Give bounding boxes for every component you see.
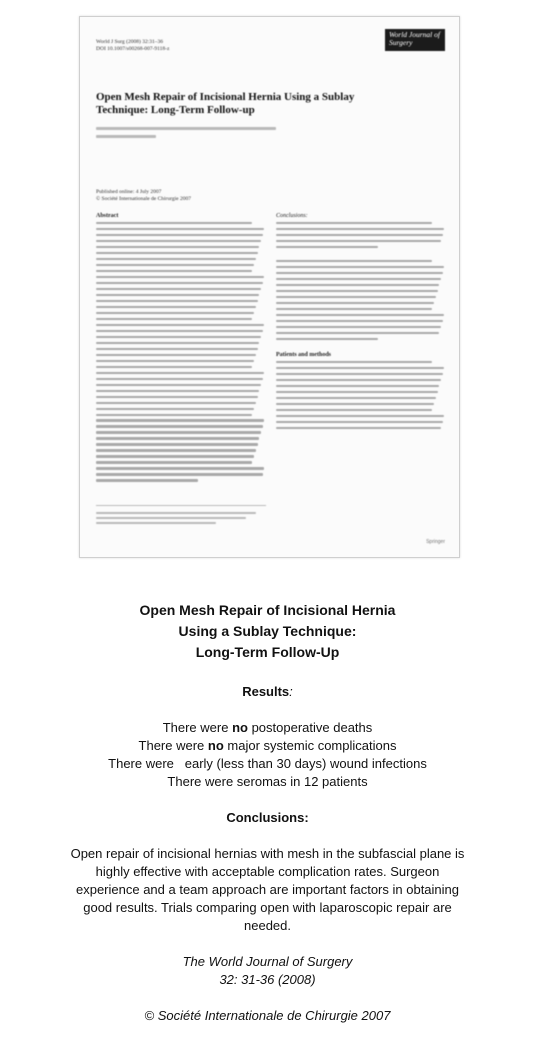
result-emphasis: no <box>207 738 224 753</box>
thumbnail-text-line <box>96 264 254 266</box>
thumbnail-text-line <box>96 443 258 445</box>
thumbnail-text-line <box>96 437 259 439</box>
thumbnail-text-line <box>276 290 438 292</box>
journal-name: The World Journal of Surgery <box>182 954 353 969</box>
thumbnail-text-line <box>276 260 432 262</box>
thumbnail-text-line <box>96 414 252 416</box>
thumbnail-footnote <box>96 505 266 527</box>
thumbnail-text-line <box>276 228 444 230</box>
thumbnail-text-line <box>276 296 436 298</box>
result-text: There were <box>162 720 233 735</box>
thumbnail-text-line <box>276 278 441 280</box>
thumbnail-text-line <box>96 467 264 469</box>
thumbnail-text-line <box>96 240 261 242</box>
thumbnail-text-line <box>276 421 443 423</box>
thumbnail-text-line <box>96 372 264 374</box>
thumbnail-text-line <box>96 342 259 344</box>
thumbnail-text-line <box>96 300 258 302</box>
thumbnail-text-line <box>96 455 254 457</box>
thumbnail-text-line <box>96 294 259 296</box>
thumbnail-published-online: Published online: 4 July 2007 <box>96 189 162 195</box>
thumbnail-text-line <box>276 302 434 304</box>
thumbnail-text-line <box>276 385 439 387</box>
thumbnail-text-line <box>96 336 261 338</box>
title-line: Open Mesh Repair of Incisional Hernia <box>139 602 396 618</box>
result-text: There were <box>138 738 208 753</box>
title-line: Using a Sublay Technique: <box>178 623 357 639</box>
thumbnail-text-line <box>96 258 256 260</box>
results-list <box>0 719 535 791</box>
thumbnail-text-line <box>276 427 441 429</box>
thumbnail-text-line <box>96 312 254 314</box>
thumbnail-text-line <box>96 252 258 254</box>
thumbnail-text-line <box>96 288 261 290</box>
thumbnail-header <box>96 39 169 53</box>
thumbnail-abstract-heading: Abstract <box>96 213 119 219</box>
thumbnail-abstract-column <box>96 213 266 485</box>
thumbnail-text-line <box>276 272 443 274</box>
thumbnail-text-line <box>96 324 264 326</box>
thumbnail-text-line <box>96 270 252 272</box>
thumbnail-text-line <box>276 326 441 328</box>
thumbnail-text-line <box>96 449 256 451</box>
thumbnail-text-line <box>96 408 254 410</box>
result-text: There were early (less than 30 days) wound infections <box>108 756 427 771</box>
thumbnail-text-line <box>96 473 263 475</box>
thumbnail-text-line <box>96 431 261 433</box>
thumbnail-text-line <box>276 222 432 224</box>
result-text: postoperative deaths <box>247 720 373 735</box>
conclusions-heading: Conclusions: <box>226 810 309 825</box>
journal-citation <box>0 953 535 989</box>
thumbnail-text-line <box>276 361 432 363</box>
thumbnail-text-line <box>276 397 436 399</box>
thumbnail-text-line <box>96 479 198 481</box>
thumbnail-text-line <box>276 367 444 369</box>
thumbnail-text-line <box>96 390 259 392</box>
thumbnail-header-line: World J Surg (2008) 32:31–36 <box>96 39 163 45</box>
result-text: There were seromas in 12 patients <box>167 774 368 789</box>
results-heading-label: Results <box>242 684 290 699</box>
thumbnail-text-line <box>96 384 261 386</box>
thumbnail-text-line <box>276 338 378 340</box>
thumbnail-text-line <box>276 314 444 316</box>
thumbnail-text-line <box>96 419 264 421</box>
article-title <box>0 600 535 663</box>
springer-logo: Springer <box>426 539 445 545</box>
thumbnail-text-line <box>96 366 252 368</box>
journal-volume-pages: 32: 31-36 (2008) <box>219 972 316 987</box>
result-item <box>0 719 535 737</box>
thumbnail-text-line <box>276 332 439 334</box>
thumbnail-text-line <box>96 461 252 463</box>
thumbnail-text-line <box>276 284 439 286</box>
results-heading <box>0 683 535 701</box>
thumbnail-text-line <box>96 402 256 404</box>
thumbnail-text-line <box>276 246 378 248</box>
thumbnail-text-line <box>96 360 254 362</box>
thumbnail-text-line <box>96 246 259 248</box>
thumbnail-text-line <box>96 396 258 398</box>
results-heading-colon: : <box>289 684 293 699</box>
thumbnail-text-line <box>96 330 263 332</box>
thumbnail-text-line <box>96 276 264 278</box>
thumbnail-text-line <box>96 354 256 356</box>
thumbnail-text-line <box>276 308 432 310</box>
thumbnail-text-line <box>276 415 444 417</box>
thumbnail-copyright: © Société Internationale de Chirurgie 2007 <box>96 196 191 202</box>
thumbnail-text-line <box>96 228 264 230</box>
journal-logo: World Journal of Surgery <box>385 29 445 51</box>
thumbnail-text-line <box>276 266 444 268</box>
thumbnail-text-line <box>96 234 263 236</box>
thumbnail-text-line <box>96 318 252 320</box>
thumbnail-text-line <box>276 320 443 322</box>
thumbnail-text-line <box>96 425 263 427</box>
copyright-notice: © Société Internationale de Chirurgie 2007 <box>144 1008 391 1023</box>
result-item <box>0 773 535 791</box>
thumbnail-conclusion-heading: Conclusions: <box>276 213 308 219</box>
thumbnail-text-line <box>276 391 438 393</box>
thumbnail-text-line <box>276 403 434 405</box>
result-item <box>0 755 535 773</box>
thumbnail-text-line <box>96 306 256 308</box>
thumbnail-text-line <box>276 373 443 375</box>
thumbnail-publication-info <box>96 189 191 203</box>
thumbnail-right-column <box>276 213 446 433</box>
thumbnail-doi-line: DOI 10.1007/s00268-007-9118-z <box>96 46 170 52</box>
thumbnail-title: Open Mesh Repair of Incisional Hernia Using a Sublay Technique: Long-Term Follow-up <box>96 91 355 116</box>
title-line: Long-Term Follow-Up <box>195 644 340 660</box>
article-thumbnail <box>79 16 460 558</box>
article-summary <box>0 600 535 1025</box>
thumbnail-text-line <box>96 282 263 284</box>
result-text: major systemic complications <box>223 738 397 753</box>
conclusions-text: Open repair of incisional hernias with mesh in the subfascial plane is highly effective with acceptable complication rates. Surgeon experience and a team approach are important factors in obtaining good results. Trials comparing open with laparoscopic repair are needed. <box>70 846 465 933</box>
result-emphasis: no <box>232 720 248 735</box>
thumbnail-text-line <box>276 234 443 236</box>
thumbnail-authors <box>96 127 296 143</box>
result-item <box>0 737 535 755</box>
thumbnail-text-line <box>96 378 263 380</box>
thumbnail-text-line <box>276 409 432 411</box>
thumbnail-methods-heading: Patients and methods <box>276 351 332 358</box>
thumbnail-text-line <box>96 348 258 350</box>
thumbnail-text-line <box>276 240 441 242</box>
thumbnail-text-line <box>276 379 441 381</box>
thumbnail-text-line <box>96 222 252 224</box>
